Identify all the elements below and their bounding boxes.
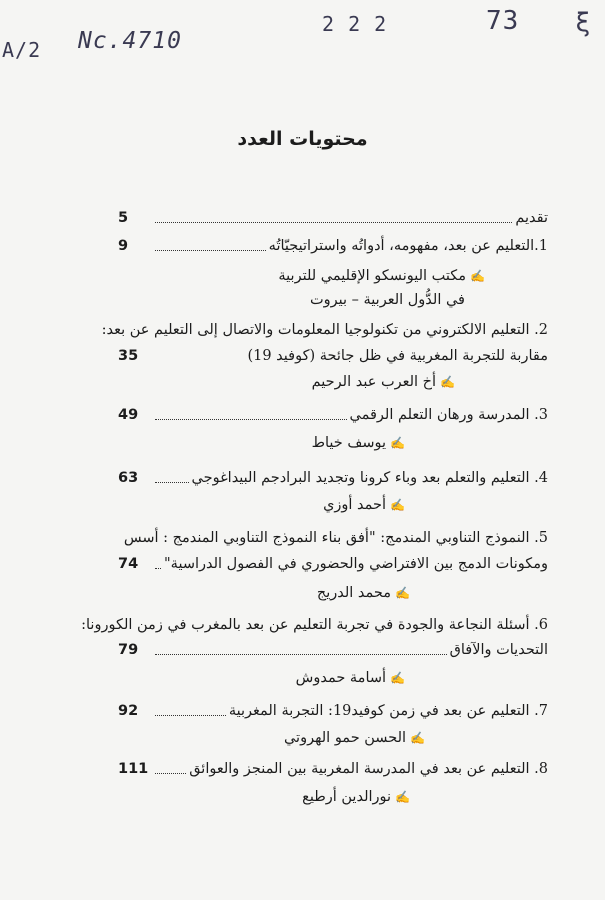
dot-leader: [155, 213, 512, 223]
quill-icon: ✍: [390, 436, 405, 450]
toc-page-number: 9: [118, 238, 129, 254]
handwritten-page-number: 73: [486, 6, 520, 36]
quill-icon: ✍: [470, 269, 485, 283]
toc-author-name: أحمد أوزي: [323, 497, 387, 513]
handwritten-corner-mark: ξ: [575, 8, 592, 38]
toc-entry-2: [118, 348, 548, 364]
toc-entry-title: مقاربة للتجربة المغربية في ظل جائحة (كوفيد 19): [247, 348, 548, 364]
handwritten-catalog-number: Nc.4710: [78, 28, 182, 54]
dot-leader: [155, 559, 161, 569]
toc-author: [0, 497, 605, 513]
toc-entry-1: [118, 238, 548, 254]
quill-icon: ✍: [395, 790, 410, 804]
toc-author-name: أخ العرب عبد الرحيم: [311, 374, 437, 390]
toc-entry-title: 1.التعليم عن بعد، مفهومه، أدواتُه واستراتيجيّاتُه: [268, 238, 548, 254]
toc-entry-7: [118, 703, 548, 719]
toc-entry-8: [118, 761, 548, 777]
toc-entry-title: 4. التعليم والتعلم بعد وباء كرونا وتجديد البرادجم البيداغوجي: [191, 470, 548, 486]
quill-icon: ✍: [410, 731, 425, 745]
dot-leader: [155, 473, 189, 483]
toc-entry-title: تقديم: [515, 210, 548, 226]
page-title: محتويات العدد: [237, 128, 368, 150]
dot-leader: [155, 764, 186, 774]
toc-page-number: 63: [118, 470, 139, 486]
toc-page-number: 74: [118, 556, 139, 572]
dot-leader: [155, 645, 447, 655]
dot-leader: [155, 352, 244, 361]
toc-author-name: يوسف خياط: [311, 435, 387, 451]
toc-entry-title: ومكونات الدمج بين الافتراضي والحضوري في الفصول الدراسية": [164, 556, 548, 572]
toc-page-number: 79: [118, 642, 139, 658]
toc-author-name: الحسن حمو الهروتي: [283, 730, 407, 746]
toc-author: [0, 670, 605, 686]
quill-icon: ✍: [390, 671, 405, 685]
toc-author: [0, 730, 605, 746]
toc-entry-5: [118, 556, 548, 572]
toc-entry-4: [118, 470, 548, 486]
toc-author: [0, 435, 605, 451]
toc-page-number: 92: [118, 703, 139, 719]
handwritten-mark-middle: 2 2 2: [322, 12, 388, 36]
toc-entry-title: 3. المدرسة ورهان التعلم الرقمي: [349, 407, 548, 423]
toc-author: [0, 374, 605, 390]
toc-page-number: 35: [118, 348, 139, 364]
toc-page-number: 111: [118, 761, 149, 777]
toc-author-line2: [0, 292, 605, 308]
dot-leader: [155, 410, 347, 420]
toc-author: [0, 268, 605, 284]
toc-entry-title: 7. التعليم عن بعد في زمن كوفيد19: التجربة المغربية: [228, 703, 548, 719]
toc-entry-title: 8. التعليم عن بعد في المدرسة المغربية بين المنجز والعوائق: [189, 761, 548, 777]
toc-page-number: 5: [118, 210, 129, 226]
toc-entry-6-line1: 6. أسئلة النجاعة والجودة في تجربة التعليم عن بعد بالمغرب في زمن الكورونا:: [81, 617, 548, 633]
toc-author-name: مكتب اليونسكو الإقليمي للتربية: [278, 268, 467, 284]
toc-author: [0, 585, 605, 601]
dot-leader: [155, 706, 226, 716]
toc-author-name: نورالدين أرطيع: [302, 789, 392, 805]
quill-icon: ✍: [395, 586, 410, 600]
toc-page-number: 49: [118, 407, 139, 423]
toc-author-name: محمد الدريج: [316, 585, 392, 601]
toc-entry-2-line1: 2. التعليم الالكتروني من تكنولوجيا المعلومات والاتصال إلى التعليم عن بعد:: [101, 322, 548, 338]
toc-author: [0, 789, 605, 805]
toc-entry-5-line1: 5. النموذج التناوبي المندمج: "أفق بناء النموذج التناوبي المندمج : أسس: [123, 530, 548, 546]
quill-icon: ✍: [440, 375, 455, 389]
toc-author-name: أسامة حمدوش: [295, 670, 387, 686]
toc-entry-3: [118, 407, 548, 423]
toc-author-name: في الدُّول العربية – بيروت: [310, 292, 465, 308]
toc-entry-title: التحديات والآفاق: [449, 642, 548, 658]
toc-entry-6: [118, 642, 548, 658]
quill-icon: ✍: [390, 498, 405, 512]
handwritten-mark-left: A/2: [2, 38, 42, 62]
toc-entry-intro: [118, 210, 548, 226]
dot-leader: [155, 241, 266, 251]
